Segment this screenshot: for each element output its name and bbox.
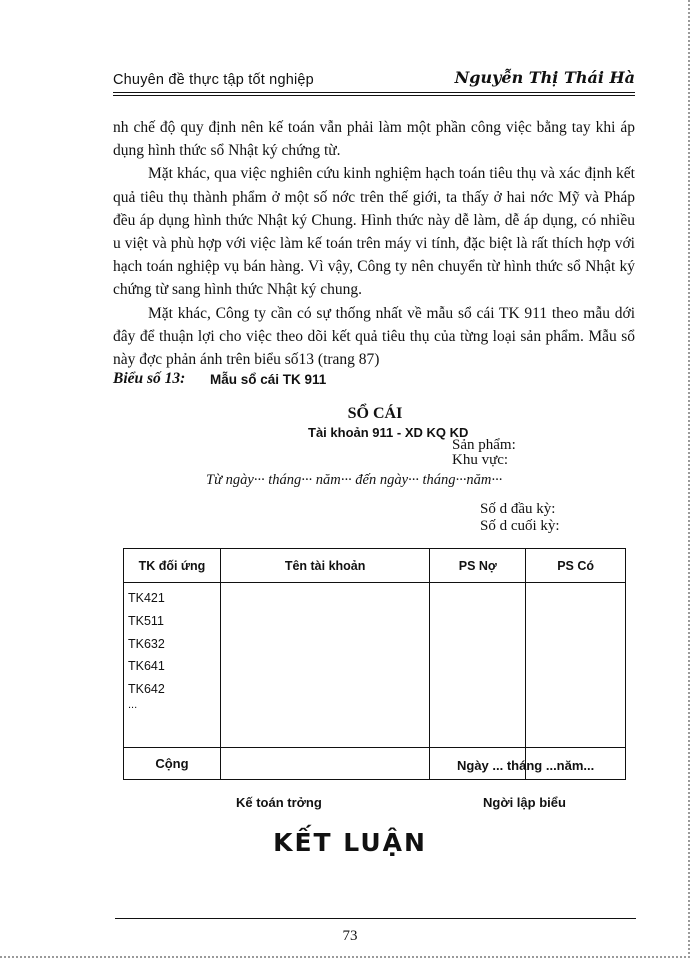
chief-accountant-signature: Kế toán trởng [236,795,322,810]
total-label: Cộng [124,748,221,780]
ledger-table [123,548,626,780]
ledger-heading-text: SỔ CÁI [347,405,403,422]
account-line: Tài khoản 911 - XD KQ KD [308,425,469,440]
signature-date: Ngày ... tháng ...năm... [457,758,595,773]
opening-balance: Số d đầu kỳ: [480,501,556,517]
total-name-cell [220,748,430,780]
page-number: 73 [342,928,358,944]
account-item: TK642 [128,682,165,697]
region-field: Khu vực: [452,452,509,468]
table-row [124,583,626,748]
debit-cell [430,583,526,748]
col-contra-account: TK đối ứng [124,549,221,583]
col-credit: PS Có [526,549,626,583]
header-author: Nguyễn Thị Thái Hà [454,68,635,87]
account-ellipsis: ... [128,698,138,711]
figure-label: Biểu số 13: [113,370,186,387]
account-item: TK511 [128,613,164,628]
date-range: Từ ngày··· tháng··· năm··· đến ngày··· tháng···năm··· [206,472,503,488]
account-name-cell [220,583,430,748]
paragraph-1: nh chế độ quy định nên kế toán vẫn phải làm một phần công việc bằng tay khi áp dụng hình thức sổ Nhật ký chứng từ. [113,119,635,160]
col-debit: PS Nợ [430,549,526,583]
conclusion-heading: KẾT LUẬN [273,828,427,857]
header-rule [113,92,635,93]
closing-balance: Số d cuối kỳ: [480,518,560,534]
figure-title: Mẫu sổ cái TK 911 [210,372,327,387]
account-list-cell [124,583,221,748]
col-account-name: Tên tài khoản [220,549,430,583]
header-rule-thin [113,95,635,96]
account-item: TK421 [128,591,165,605]
paragraph-3: Mặt khác, Công ty cần có sự thống nhất về mẫu sổ cái TK 911 theo mẫu dới đây để thuận lợi cho việc theo dõi kết quả tiêu thụ của từng loại sản phẩm. Mẫu sổ này đợc phản ánh trên biểu số13 (trang 87) [113,304,635,369]
page-border-right [688,0,690,958]
account-item: TK641 [128,659,165,674]
credit-cell [526,583,626,748]
paragraph-2: Mặt khác, qua việc nghiên cứu kinh nghiệm hạch toán tiêu thụ và xác định kết quả tiêu thụ thành phẩm ở một số nớc trên thế giới, ta thấy ở hai nớc Mỹ và Pháp đều áp dụng hình thức Nhật ký Chung. Hình thức này dễ làm, dễ áp dụng, có nhiều u việt và phù hợp với việc làm kế toán trên máy vi tính, đặc biệt là rất thích hợp với hạch toán nghiệp vụ bán hàng. Vì vậy, Công ty nên chuyển từ hình thức sổ Nhật ký chứng từ sang hình thức Nhật ký chung. [113,165,635,299]
page-border-bottom [0,956,690,958]
table-header-row [124,549,626,583]
body-text [113,116,635,371]
product-field: Sản phẩm: [452,437,516,453]
footer-rule [115,918,636,919]
ledger-heading [0,405,700,423]
preparer-signature: Ngời lập biểu [483,795,566,810]
page-header [113,66,635,96]
account-item: TK632 [128,636,165,651]
header-title: Chuyên đề thực tập tốt nghiệp [113,72,314,88]
